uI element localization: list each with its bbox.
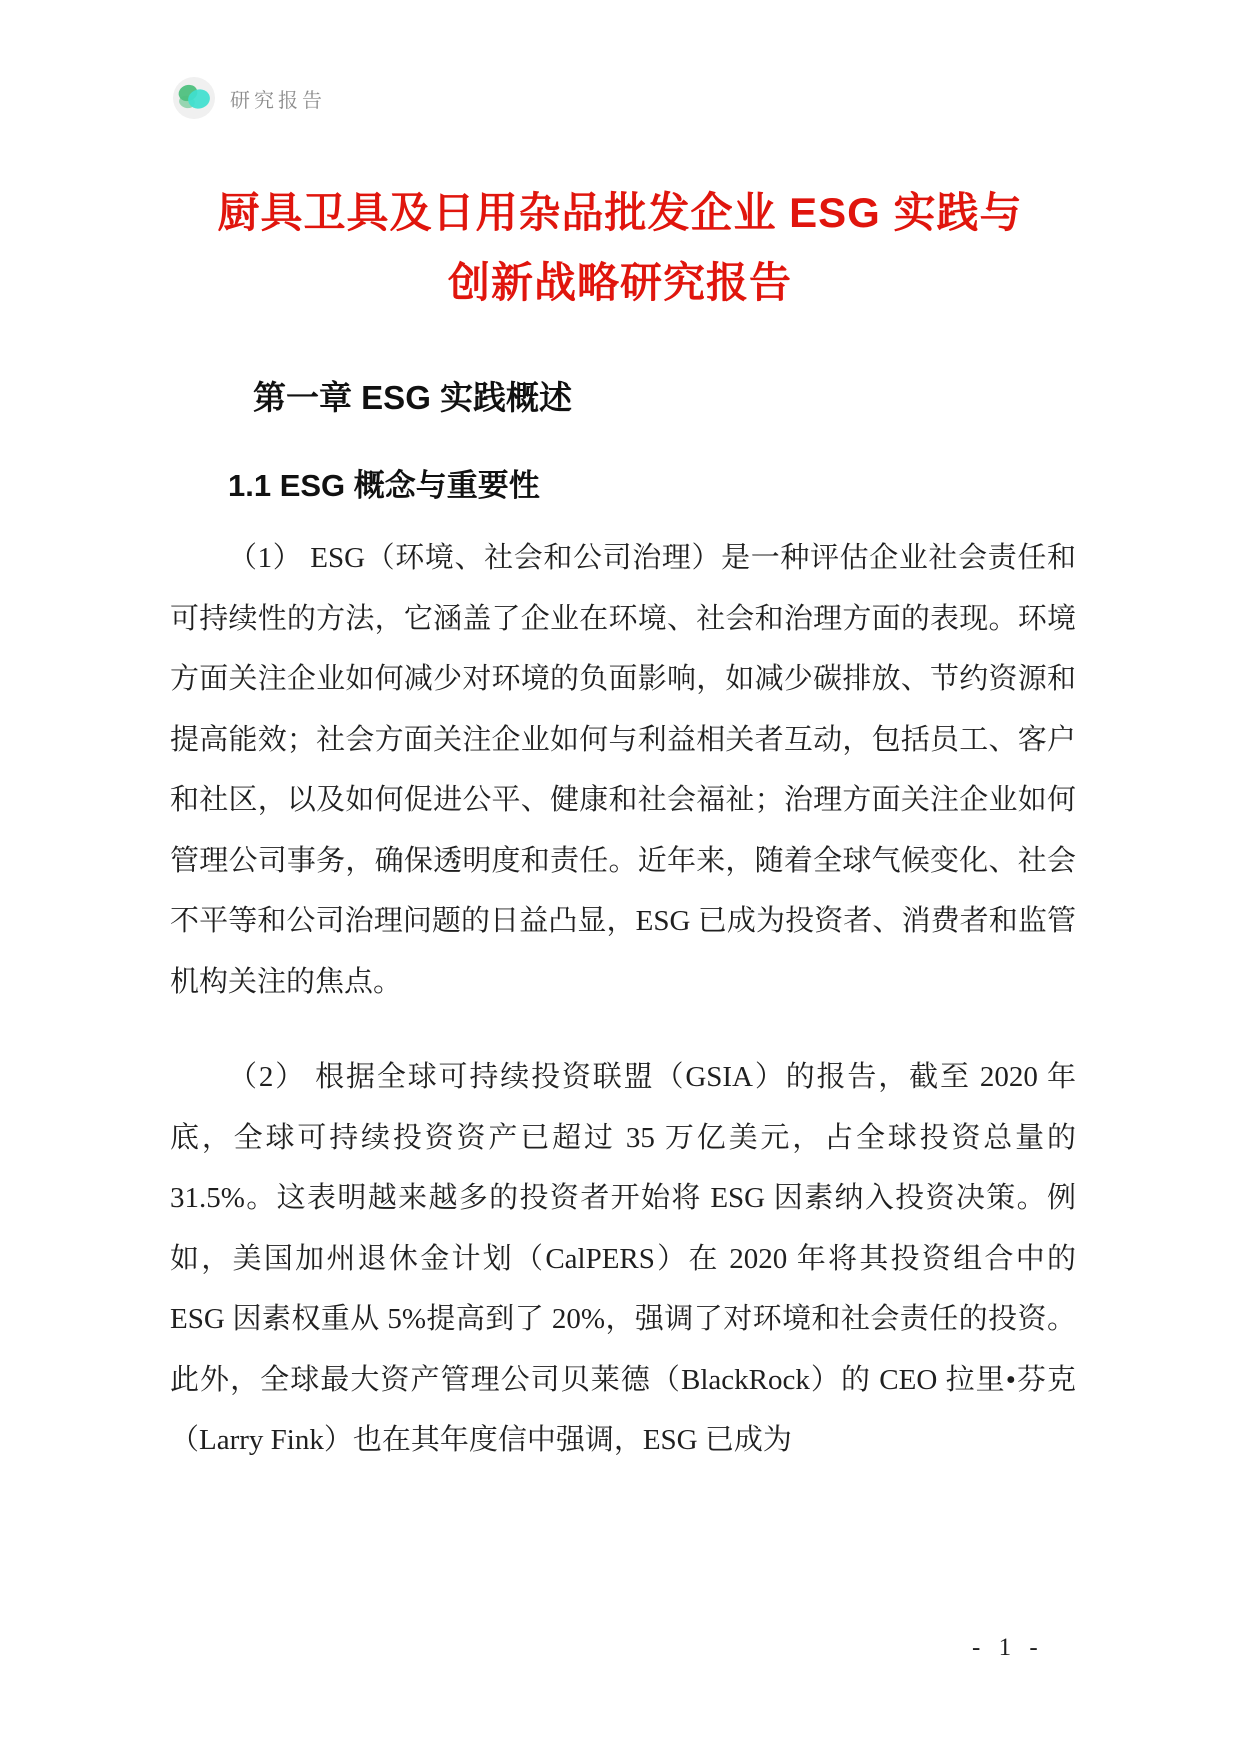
section-heading: 1.1 ESG 概念与重要性 [228,468,540,503]
report-title-line1: 厨具卫具及日用杂品批发企业 ESG 实践与 [217,189,1023,236]
brand-label: 研究报告 [230,89,326,112]
page-number: - 1 - [972,1634,1044,1661]
body-paragraph: （2） 根据全球可持续投资联盟（GSIA）的报告，截至 2020 年底，全球可持续投资资产已超过 35 万亿美元，占全球投资总量的 31.5%。这表明越来越多的投资者开始将 ESG 因素纳入投资决策。例如，美国加州退休金计划（CalPERS）在 2020 年将其投资组合中的 ESG 因素权重从 5%提高到了 20%，强调了对环境和社会责任的投资。此外，全球最大资产管理公司贝莱德（BlackRock）的 CEO 拉里•芬克（Larry Fink）也在其年度信中强调，ESG 已成为 [170,1061,1076,1456]
chapter-heading: 第一章 ESG 实践概述 [253,379,573,416]
report-title-line2: 创新战略研究报告 [447,259,792,306]
brand-logo-icon [172,76,216,120]
brand-header [172,76,326,120]
report-title [160,178,1080,318]
body-text [170,528,1076,1471]
body-paragraph: （1） ESG（环境、社会和公司治理）是一种评估企业社会责任和可持续性的方法，它涵盖了企业在环境、社会和治理方面的表现。环境方面关注企业如何减少对环境的负面影响，如减少碳排放、节约资源和提高能效；社会方面关注企业如何与利益相关者互动，包括员工、客户和社区，以及如何促进公平、健康和社会福祉；治理方面关注企业如何管理公司事务，确保透明度和责任。近年来，随着全球气候变化、社会不平等和公司治理问题的日益凸显，ESG 已成为投资者、消费者和监管机构关注的焦点。 [170,542,1076,998]
